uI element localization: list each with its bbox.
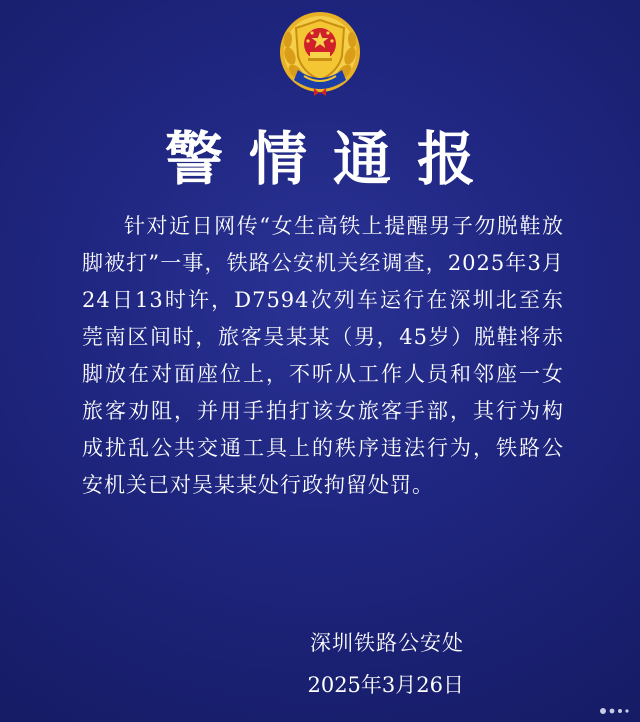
notice-body: 针对近日网传“女生高铁上提醒男子勿脱鞋放脚被打”一事，铁路公安机关经调查，2025年3月24日13时许，D7594次列车运行在深圳北至东莞南区间时，旅客吴某某（男，45岁）脱鞋将赤脚放在对面座位上，不听从工作人员和邻座一女旅客劝阻，并用手拍打该女旅客手部，其行为构成扰乱公共交通工具上的秩序违法行为，铁路公安机关已对吴某某处行政拘留处罚。 — [82, 214, 564, 497]
notice-title: 警情通报 — [164, 125, 501, 193]
dots-watermark-icon — [598, 704, 632, 718]
police-emblem-icon — [274, 6, 366, 100]
issuing-authority: 深圳铁路公安处 — [310, 631, 464, 655]
issue-date: 2025年3月26日 — [307, 673, 464, 697]
